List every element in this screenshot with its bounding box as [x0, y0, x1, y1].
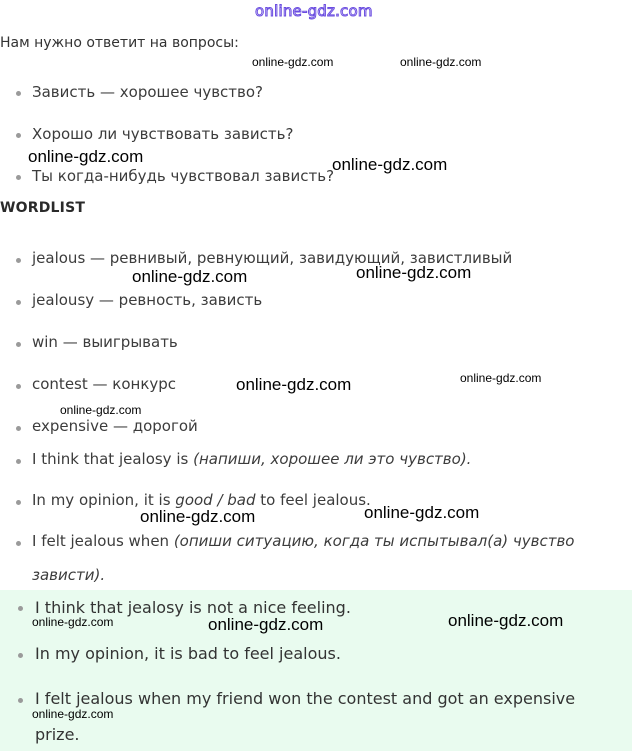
- watermark: online-gdz.com: [400, 55, 482, 69]
- watermark: online-gdz.com: [236, 375, 352, 394]
- wordlist-heading: WORDLIST: [0, 200, 86, 216]
- answer-item: In my opinion, it is bad to feel jealous.: [35, 644, 341, 663]
- bullet: [18, 606, 23, 611]
- watermark: online-gdz.com: [32, 615, 114, 629]
- bullet: [16, 300, 21, 305]
- watermark: online-gdz.com: [356, 263, 472, 282]
- intro-text: Нам нужно ответит на вопросы:: [0, 35, 239, 51]
- watermark: online-gdz.com: [460, 371, 542, 385]
- bullet: [16, 384, 21, 389]
- bullet: [16, 91, 21, 96]
- prompt-hint: (напиши, хорошее ли это чувство).: [193, 450, 472, 468]
- question-item: Зависть — хорошее чувство?: [32, 83, 264, 101]
- wordlist-item: expensive — дорогой: [32, 417, 198, 435]
- wordlist-item: jealousy — ревность, зависть: [32, 291, 263, 309]
- prompt-text: to feel jealous.: [255, 491, 371, 509]
- watermark: online-gdz.com: [364, 503, 480, 522]
- prompt-item: [32, 450, 471, 468]
- question-item: Ты когда-нибудь чувствовал зависть?: [32, 167, 335, 185]
- bullet: [16, 541, 21, 546]
- watermark: online-gdz.com: [32, 707, 114, 721]
- answer-item-continued: prize.: [35, 725, 80, 744]
- watermark: online-gdz.com: [448, 611, 564, 630]
- watermark: online-gdz.com: [28, 147, 144, 166]
- bullet: [16, 342, 21, 347]
- question-item: Хорошо ли чувствовать зависть?: [32, 125, 294, 143]
- prompt-text: I think that jealosy is: [32, 450, 194, 468]
- watermark: online-gdz.com: [140, 507, 256, 526]
- bullet: [18, 653, 23, 658]
- watermark: online-gdz.com: [132, 267, 248, 286]
- bullet: [16, 426, 21, 431]
- wordlist-item: jealous — ревнивый, ревнующий, завидующий, завистливый: [32, 249, 513, 267]
- answer-item: I think that jealosy is not a nice feeling.: [35, 598, 351, 617]
- bullet: [18, 698, 23, 703]
- watermark: online-gdz.com: [208, 615, 324, 634]
- watermark: online-gdz.com: [60, 403, 142, 417]
- answer-item: I felt jealous when my friend won the contest and got an expensive: [35, 689, 576, 708]
- site-header: online-gdz.com: [255, 2, 373, 20]
- bullet: [16, 500, 21, 505]
- wordlist-item: contest — конкурс: [32, 375, 177, 393]
- prompt-item: [32, 532, 574, 550]
- watermark: online-gdz.com: [252, 55, 334, 69]
- prompt-text: In my opinion, it is: [32, 491, 176, 509]
- prompt-hint-continued: зависти).: [32, 566, 106, 584]
- watermark: online-gdz.com: [332, 155, 448, 174]
- bullet: [16, 459, 21, 464]
- wordlist-item: win — выигрывать: [32, 333, 178, 351]
- bullet: [16, 175, 21, 180]
- prompt-hint: good / bad: [175, 491, 256, 509]
- bullet: [16, 258, 21, 263]
- bullet: [16, 133, 21, 138]
- prompt-text: I felt jealous when: [32, 532, 174, 550]
- prompt-hint: (опиши ситуацию, когда ты испытывал(а) чувство: [173, 532, 575, 550]
